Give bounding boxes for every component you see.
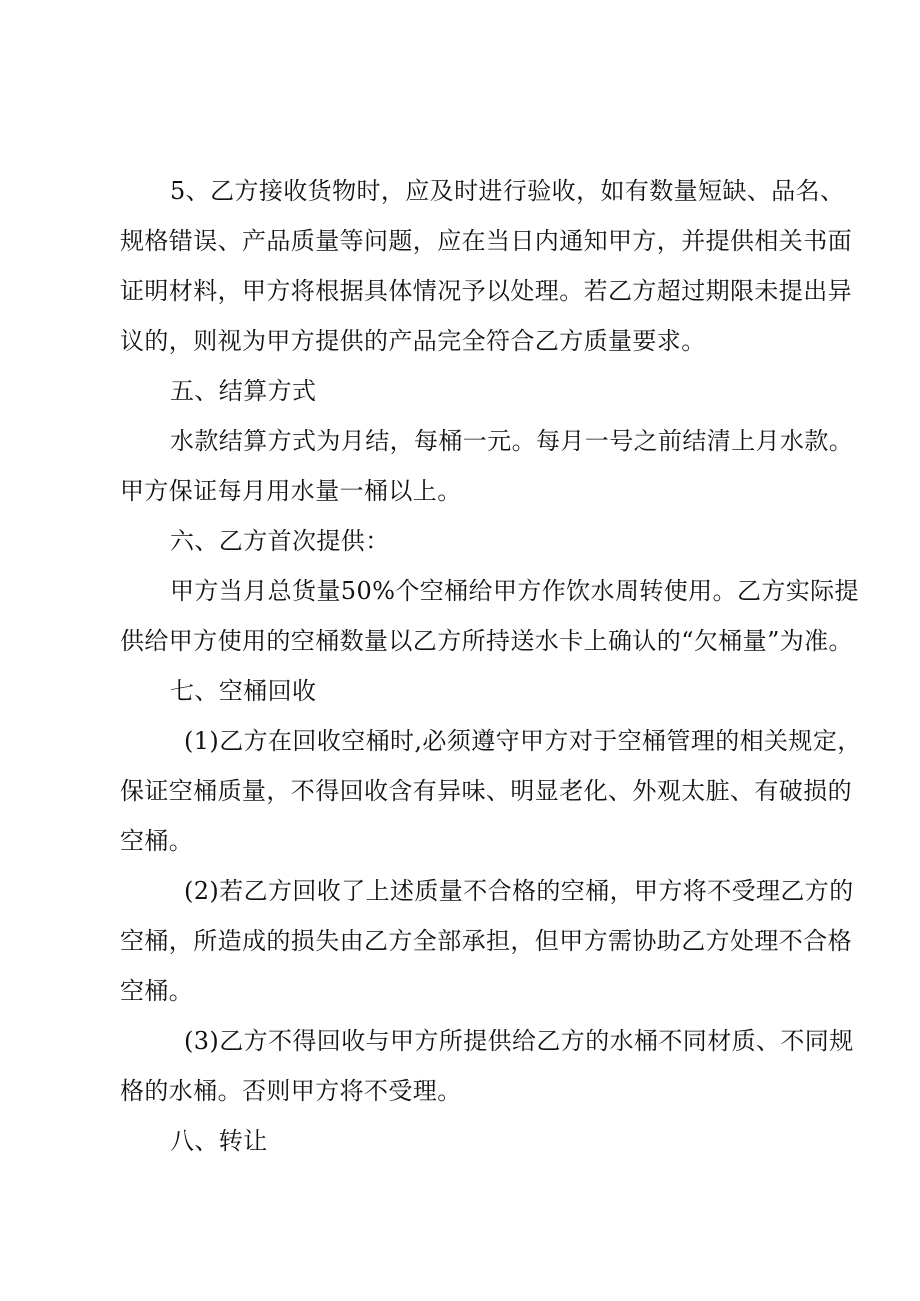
paragraph-line: 证明材料，甲方将根据具体情况予以处理。若乙方超过期限未提出异 <box>120 277 852 305</box>
paragraph-line: 议的，则视为甲方提供的产品完全符合乙方质量要求。 <box>120 327 706 355</box>
paragraph-line: (1)乙方在回收空桶时,必须遵守甲方对于空桶管理的相关规定， <box>184 727 862 755</box>
paragraph-line: 供给甲方使用的空桶数量以乙方所持送水卡上确认的“欠桶量”为准。 <box>120 627 853 655</box>
paragraph-line: 空桶。 <box>120 827 194 855</box>
section-heading-first-supply: 六、乙方首次提供： <box>170 527 390 555</box>
section-heading-settlement: 五、结算方式 <box>170 377 317 405</box>
paragraph-line: 水款结算方式为月结，每桶一元。每月一号之前结清上月水款。 <box>170 427 854 455</box>
section-heading-bucket-recovery: 七、空桶回收 <box>170 677 317 705</box>
section-heading-transfer: 八、转让 <box>170 1127 268 1155</box>
paragraph-line: 空桶。 <box>120 977 194 1005</box>
paragraph-line: 格的水桶。否则甲方将不受理。 <box>120 1077 462 1105</box>
paragraph-line: (3)乙方不得回收与甲方所提供给乙方的水桶不同材质、不同规 <box>184 1027 854 1055</box>
paragraph-line: 空桶，所造成的损失由乙方全部承担，但甲方需协助乙方处理不合格 <box>120 927 852 955</box>
paragraph-line: 甲方保证每月用水量一桶以上。 <box>120 477 462 505</box>
paragraph-line: 甲方当月总货量50%个空桶给甲方作饮水周转使用。乙方实际提 <box>170 577 859 605</box>
paragraph-line: 保证空桶质量，不得回收含有异味、明显老化、外观太脏、有破损的 <box>120 777 852 805</box>
paragraph-line: 规格错误、产品质量等问题，应在当日内通知甲方，并提供相关书面 <box>120 227 852 255</box>
paragraph-line: (2)若乙方回收了上述质量不合格的空桶，甲方将不受理乙方的 <box>184 877 854 905</box>
paragraph-line: 5、乙方接收货物时，应及时进行验收，如有数量短缺、品名、 <box>170 177 845 205</box>
